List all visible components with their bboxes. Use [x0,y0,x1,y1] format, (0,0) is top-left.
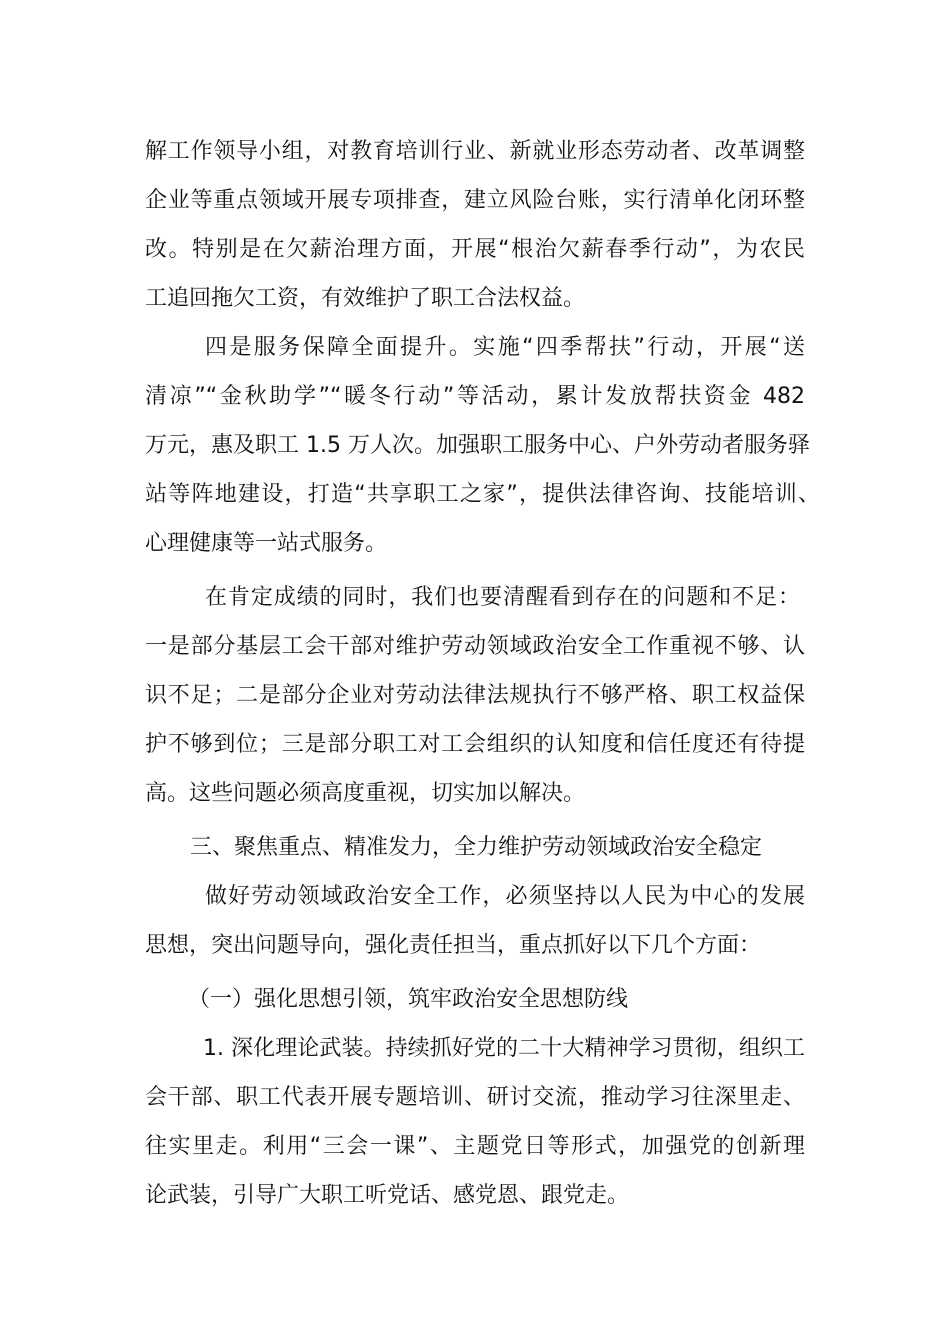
text-line: 万元，惠及职工 1.5 万人次。加强职工服务中心、户外劳动者服务驿 [145,433,810,458]
text-line: 工追回拖欠工资，有效维护了职工合法权益。 [145,286,586,311]
text-line: 企业等重点领域开展专项排查，建立风险台账，实行清单化闭环整 [145,188,805,213]
text-line: 四是服务保障全面提升。实施“四季帮扶”行动，开展“送 [205,335,805,360]
text-line: 识不足；二是部分企业对劳动法律法规执行不够严格、职工权益保 [145,683,805,708]
text-line: 会干部、职工代表开展专题培训、研讨交流，推动学习往深里走、 [145,1085,805,1110]
text-line: 高。这些问题必须高度重视，切实加以解决。 [145,781,586,806]
text-line: 论武装，引导广大职工听党话、感党恩、跟党走。 [145,1183,630,1208]
text-line: 改。特别是在欠薪治理方面，开展“根治欠薪春季行动”，为农民 [145,237,805,262]
text-line: 护不够到位；三是部分职工对工会组织的认知度和信任度还有待提 [145,732,805,757]
text-line: 1. 深化理论武装。持续抓好党的二十大精神学习贯彻，组织工 [203,1036,805,1061]
text-line: 做好劳动领域政治安全工作，必须坚持以人民为中心的发展 [205,884,805,909]
subsection-heading: （一）强化思想引领，筑牢政治安全思想防线 [188,987,629,1012]
text-line: 心理健康等一站式服务。 [145,531,388,556]
text-line: 站等阵地建设，打造“共享职工之家”，提供法律咨询、技能培训、 [145,482,820,507]
text-line: 往实里走。利用“三会一课”、主题党日等形式，加强党的创新理 [145,1134,805,1159]
text-line: 思想，突出问题导向，强化责任担当，重点抓好以下几个方面： [145,933,762,958]
text-line: 在肯定成绩的同时，我们也要清醒看到存在的问题和不足： [205,585,800,610]
text-line: 清凉”“金秋助学”“暖冬行动”等活动，累计发放帮扶资金 482 [145,384,805,409]
text-line: 解工作领导小组，对教育培训行业、新就业形态劳动者、改革调整 [145,139,805,164]
section-heading: 三、聚焦重点、精准发力，全力维护劳动领域政治安全稳定 [190,835,763,860]
text-line: 一是部分基层工会干部对维护劳动领域政治安全工作重视不够、认 [145,634,805,659]
